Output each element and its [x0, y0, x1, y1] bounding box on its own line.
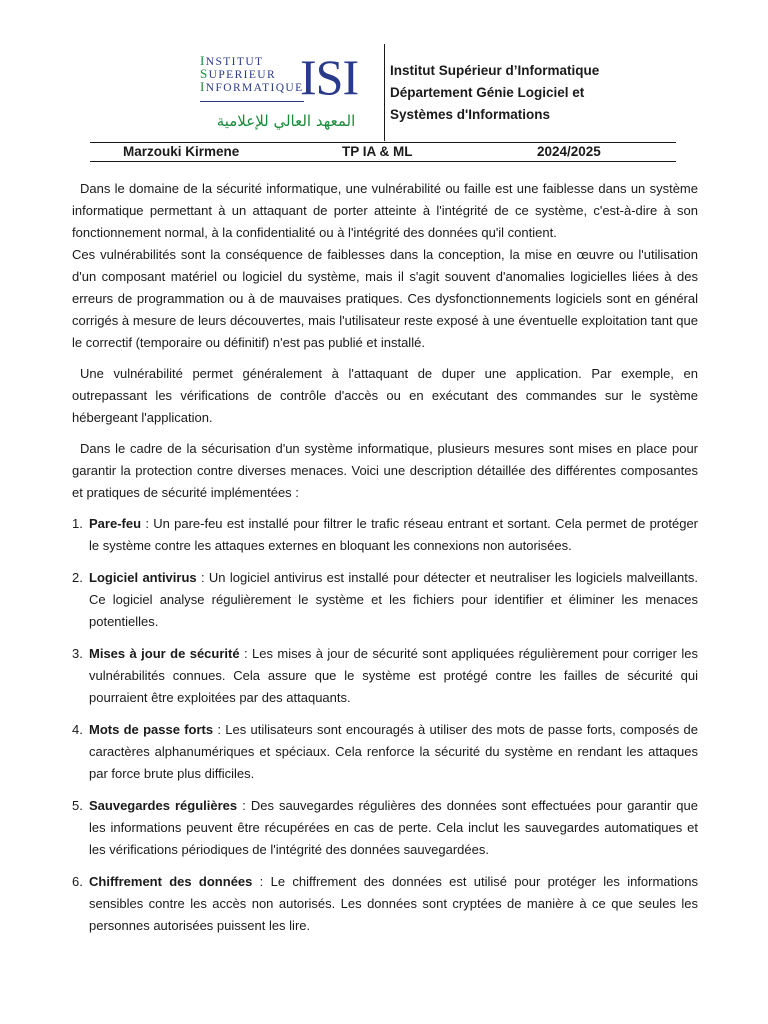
list-term: Mots de passe forts	[89, 722, 214, 737]
institute-line-3: Systèmes d'Informations	[390, 107, 551, 122]
logo-line-institut: INSTITUT	[200, 53, 264, 68]
logo-line-superieur: SUPERIEUR	[200, 66, 277, 81]
list-term: Sauvegardes régulières	[89, 798, 238, 813]
academic-year: 2024/2025	[537, 144, 601, 159]
document-header	[90, 44, 678, 141]
institute-line-2: Département Génie Logiciel et	[390, 85, 585, 100]
list-item: 4. Mots de passe forts : Les utilisateurs sont encouragés à utiliser des mots de passe forts, composés de caractères alphanumériques et spéciaux. Cela renforce la sécurité du système en rendant les attaques par force brute plus difficiles.	[72, 719, 698, 785]
list-text: Les utilisateurs sont encouragés à utiliser des mots de passe forts, composés de caractères alphanumériques et spéciaux. Cela renforce la sécurité du système en rendant les attaques par force brute plus difficiles.	[89, 722, 698, 781]
list-number: 4.	[72, 722, 83, 737]
logo-arabic-name: المعهد العالي للإعلامية	[216, 112, 356, 130]
paragraph-2: Ces vulnérabilités sont la conséquence de faiblesses dans la conception, la mise en œuvre ou l'utilisation d'un composant matériel ou logiciel du système, mais il s'agit souvent d'anomalies logicielles liées à des erreurs de programmation ou à de mauvaises pratiques. Ces dysfonctionnements logiciels sont en général corrigés à mesure de leurs découvertes, mais l'utilisateur reste exposé à une éventuelle exploitation tant que le correctif (temporaire ou définitif) n'est pas publié et installé.	[72, 247, 698, 350]
paragraph-1: Dans le domaine de la sécurité informatique, une vulnérabilité ou faille est une faiblesse dans un système informatique permettant à un attaquant de porter atteinte à l'intégrité de ce système, c'est-à-dire à son fonctionnement normal, à la confidentialité ou à l'intégrité des données qu'il contient.	[72, 181, 698, 240]
list-number: 6.	[72, 874, 83, 889]
document-body	[72, 178, 698, 947]
institute-name	[390, 60, 599, 126]
list-number: 2.	[72, 570, 83, 585]
list-text: Un pare-feu est installé pour filtrer le trafic réseau entrant et sortant. Cela permet de protéger le système contre les attaques externes en bloquant les connexions non autorisées.	[89, 516, 698, 553]
list-term: Pare-feu	[89, 516, 142, 531]
logo-line-informatique: INFORMATIQUE	[200, 79, 304, 94]
logo-acronym: ISI	[300, 49, 359, 105]
list-term: Logiciel antivirus	[89, 570, 197, 585]
course-title: TP IA & ML	[342, 144, 413, 159]
paragraph-4: Dans le cadre de la sécurisation d'un système informatique, plusieurs mesures sont mises en place pour garantir la protection contre diverses menaces. Voici une description détaillée des différentes composantes et pratiques de sécurité implémentées :	[72, 441, 698, 500]
list-item: 2. Logiciel antivirus : Un logiciel antivirus est installé pour détecter et neutraliser les logiciels malveillants. Ce logiciel analyse régulièrement le système et les fichiers pour identifier et éliminer les menaces potentielles.	[72, 567, 698, 633]
list-item: 1. Pare-feu : Un pare-feu est installé pour filtrer le trafic réseau entrant et sortant. Cela permet de protéger le système contre les attaques externes en bloquant les connexions non autorisées.	[72, 513, 698, 557]
list-number: 5.	[72, 798, 83, 813]
list-item: 3. Mises à jour de sécurité : Les mises à jour de sécurité sont appliquées régulièrement pour corriger les vulnérabilités connues. Cela assure que le système est protégé contre les failles de sécurité qui pourraient être exploitées par des attaquants.	[72, 643, 698, 709]
list-text: Des sauvegardes régulières des données sont effectuées pour garantir que les informations peuvent être récupérées en cas de perte. Cela inclut les sauvegardes automatiques et les vérifications périodiques de l'intégrité des données sauvegardées.	[89, 798, 698, 857]
list-number: 3.	[72, 646, 83, 661]
list-text: Les mises à jour de sécurité sont appliquées régulièrement pour corriger les vulnérabilités connues. Cela assure que le système est protégé contre les failles de sécurité qui pourraient être exploitées par des attaquants.	[89, 646, 698, 705]
list-item: 6. Chiffrement des données : Le chiffrement des données est utilisé pour protéger les informations sensibles contre les accès non autorisés. Les données sont cryptées de manière à ce que seules les personnes autorisées puissent les lire.	[72, 871, 698, 937]
list-item: 5. Sauvegardes régulières : Des sauvegardes régulières des données sont effectuées pour garantir que les informations peuvent être récupérées en cas de perte. Cela inclut les sauvegardes automatiques et les vérifications périodiques de l'intégrité des données sauvegardées.	[72, 795, 698, 861]
logo-wordmark	[200, 53, 304, 94]
isi-logo	[200, 49, 370, 133]
student-name: Marzouki Kirmene	[123, 144, 240, 159]
list-term: Mises à jour de sécurité	[89, 646, 240, 661]
header-divider	[384, 44, 385, 141]
list-text: Le chiffrement des données est utilisé pour protéger les informations sensibles contre les accès non autorisés. Les données sont cryptées de manière à ce que seules les personnes autorisées puissent les lire.	[89, 874, 699, 933]
list-term: Chiffrement des données	[89, 874, 253, 889]
logo-rule	[200, 101, 304, 102]
list-text: Un logiciel antivirus est installé pour détecter et neutraliser les logiciels malveillants. Ce logiciel analyse régulièrement le système et les fichiers pour identifier et éliminer les menaces potentielles.	[89, 570, 698, 629]
security-measures-list	[72, 513, 698, 937]
info-row	[90, 142, 676, 162]
paragraph-3: Une vulnérabilité permet généralement à l'attaquant de duper une application. Par exemple, en outrepassant les vérifications de contrôle d'accès ou en exécutant des commandes sur le système hébergeant l'application.	[72, 366, 698, 425]
institute-line-1: Institut Supérieur d’Informatique	[390, 63, 600, 78]
list-number: 1.	[72, 516, 83, 531]
